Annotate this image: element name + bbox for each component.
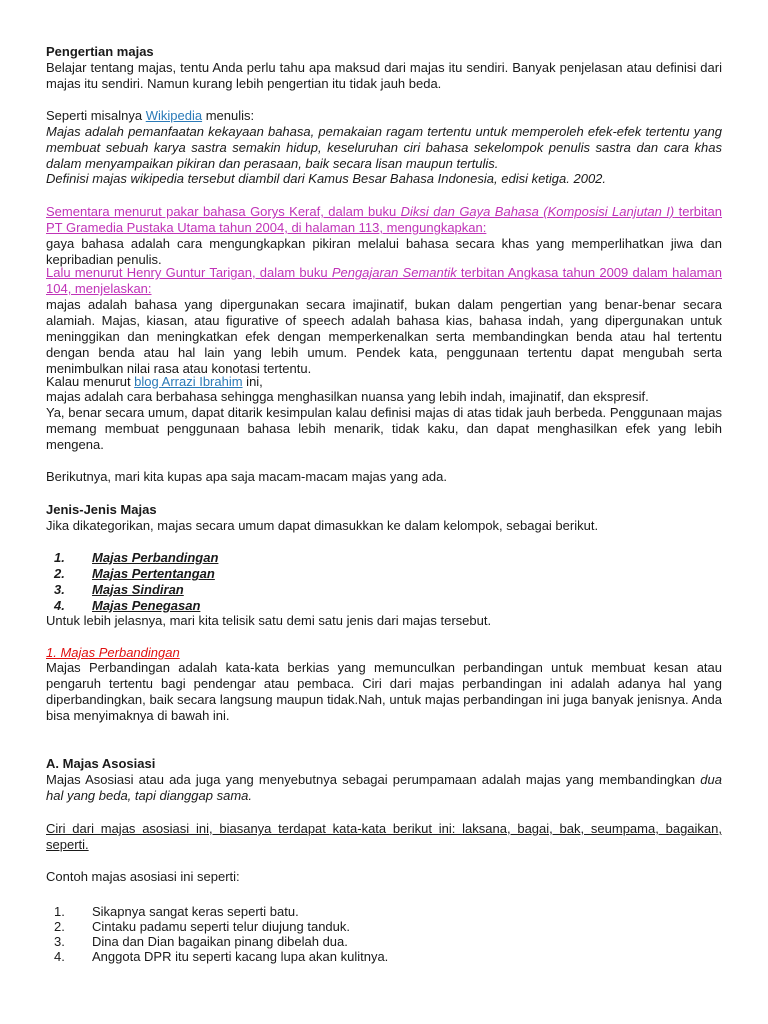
type-link-penegasan[interactable]: Majas Penegasan bbox=[92, 598, 201, 613]
paragraph-wikipedia bbox=[46, 108, 722, 124]
list-number: 4. bbox=[54, 949, 65, 964]
list-item[interactable] bbox=[46, 598, 218, 614]
text-fragment: Kalau menurut bbox=[46, 374, 135, 389]
heading-majas-perbandingan[interactable]: 1. Majas Perbandingan bbox=[46, 645, 180, 660]
heading-majas-asosiasi: A. Majas Asosiasi bbox=[46, 756, 156, 771]
type-link-perbandingan[interactable]: Majas Perbandingan bbox=[92, 550, 219, 565]
example-text: Cintaku padamu seperti telur diujung tanduk. bbox=[92, 919, 350, 934]
text-fragment: ini, bbox=[242, 374, 263, 389]
type-link-pertentangan[interactable]: Majas Pertentangan bbox=[92, 566, 215, 581]
wikipedia-link[interactable]: Wikipedia bbox=[145, 108, 203, 123]
contoh-intro: Contoh majas asosiasi ini seperti: bbox=[46, 869, 240, 884]
arrazi-definition: majas adalah cara berbahasa sehingga menghasilkan nuansa yang lebih indah, imajinatif, dan ekspresif. bbox=[46, 389, 649, 404]
conclusion-paragraph: Ya, benar secara umum, dapat ditarik kesimpulan kalau definisi majas di atas tidak jauh berbeda. Penggunaan majas memang membuat penggunaan bahasa lebih menarik, tidak kaku, dan dapat menghasilkan efek yang lebih mengena. bbox=[46, 405, 722, 452]
list-item bbox=[46, 904, 388, 919]
list-number: 3. bbox=[54, 582, 65, 597]
list-item bbox=[46, 934, 388, 949]
asosiasi-ciri: Ciri dari majas asosiasi ini, biasanya terdapat kata-kata berikut ini: laksana, bagai, bak, seumpama, bagaikan, seperti. bbox=[46, 821, 722, 852]
tarigan-citation[interactable] bbox=[46, 265, 722, 297]
heading-pengertian-majas: Pengertian majas bbox=[46, 44, 154, 59]
list-item[interactable] bbox=[46, 582, 218, 598]
example-text: Sikapnya sangat keras seperti batu. bbox=[92, 904, 299, 919]
arrazi-intro bbox=[46, 374, 722, 390]
book-title: Diksi dan Gaya Bahasa (Komposisi Lanjutan I) bbox=[400, 204, 675, 219]
text-fragment: terbitan PT Gramedia Pustaka Utama tahun 2004, di halaman 113, mengungkapkan: bbox=[46, 204, 723, 235]
list-item bbox=[46, 919, 388, 934]
list-number: 1. bbox=[54, 550, 65, 565]
jenis-intro: Jika dikategorikan, majas secara umum dapat dimasukkan ke dalam kelompok, sebagai berikut. bbox=[46, 518, 599, 533]
example-text: Dina dan Dian bagaikan pinang dibelah dua. bbox=[92, 934, 348, 949]
list-item bbox=[46, 949, 388, 964]
text-fragment: Lalu menurut Henry Guntur Tarigan, dalam buku bbox=[46, 265, 332, 280]
keraf-citation[interactable] bbox=[46, 204, 722, 236]
wikipedia-quote: Majas adalah pemanfaatan kekayaan bahasa, pemakaian ragam tertentu untuk memperoleh efek-efek tertentu yang membuat sebuah karya sastra semakin hidup, keseluruhan ciri bahasa sekelompok penulis sastra dan cara khas dalam menyampaikan pikiran dan perasaan, baik secara lisan maupun tertulis. bbox=[46, 124, 722, 171]
list-item[interactable] bbox=[46, 566, 218, 582]
list-number: 3. bbox=[54, 934, 65, 949]
list-number: 2. bbox=[54, 566, 65, 581]
jenis-outro: Untuk lebih jelasnya, mari kita telisik satu demi satu jenis dari majas tersebut. bbox=[46, 613, 492, 628]
asosiasi-examples-list bbox=[46, 904, 388, 964]
emphasis-text: dua hal yang beda, tapi dianggap sama. bbox=[46, 772, 722, 803]
text-fragment: Seperti misalnya bbox=[46, 108, 146, 123]
text-fragment: Sementara menurut pakar bahasa Gorys Keraf, dalam buku bbox=[46, 204, 401, 219]
arrazi-blog-link[interactable]: blog Arrazi Ibrahim bbox=[134, 374, 243, 389]
next-paragraph: Berikutnya, mari kita kupas apa saja macam-macam majas yang ada. bbox=[46, 469, 448, 484]
text-fragment: terbitan Angkasa tahun 2009 dalam halaman 104, menjelaskan: bbox=[46, 265, 722, 296]
tarigan-definition: majas adalah bahasa yang dipergunakan secara imajinatif, bukan dalam pengertian yang benar-benar secara alamiah. Majas, kiasan, atau figurative of speech adalah bahasa kias, bahasa indah, yang dipergunakan untuk meninggikan dan meningkatkan efek dengan memperkenalkan serta membandingkan benda atau hal tertentu dengan benda atau hal lain yang lebih umum. Pendek kata, penggunaan tertentu dapat mengubah serta menimbulkan nilai rasa atau konotasi tertentu. bbox=[46, 297, 722, 376]
example-text: Anggota DPR itu seperti kacang lupa akan kulitnya. bbox=[92, 949, 389, 964]
list-number: 4. bbox=[54, 598, 65, 613]
perbandingan-description: Majas Perbandingan adalah kata-kata berkias yang memunculkan perbandingan untuk membuat kesan atau pengaruh tertentu bagi pendengar atau pembaca. Ciri dari majas perbandingan ini adalah adanya hal yang diperbandingkan, baik secara langsung maupun tidak.Nah, untuk majas perbandingan ini juga banyak jenisnya. Anda bisa menyimaknya di bawah ini. bbox=[46, 660, 722, 723]
text-fragment: Majas Asosiasi atau ada juga yang menyebutnya sebagai perumpamaan adalah majas yang membandingkan bbox=[46, 772, 701, 787]
book-title: Pengajaran Semantik bbox=[331, 265, 457, 280]
wikipedia-source: Definisi majas wikipedia tersebut diambil dari Kamus Besar Bahasa Indonesia, edisi ketiga. 2002. bbox=[46, 171, 607, 186]
list-number: 1. bbox=[54, 904, 65, 919]
paragraph-intro: Belajar tentang majas, tentu Anda perlu tahu apa maksud dari majas itu sendiri. Banyak penjelasan atau definisi dari majas itu sendiri. Namun kurang lebih pengertian itu tidak jauh beda. bbox=[46, 60, 722, 91]
keraf-definition: gaya bahasa adalah cara mengungkapkan pikiran melalui bahasa secara khas yang memperlihatkan jiwa dan kepribadian penulis. bbox=[46, 236, 722, 267]
text-fragment: menulis: bbox=[202, 108, 255, 123]
list-item[interactable] bbox=[46, 550, 218, 566]
heading-jenis-majas: Jenis-Jenis Majas bbox=[46, 502, 157, 517]
type-link-sindiran[interactable]: Majas Sindiran bbox=[92, 582, 184, 597]
majas-types-list bbox=[46, 550, 218, 614]
asosiasi-description bbox=[46, 772, 722, 804]
list-number: 2. bbox=[54, 919, 65, 934]
